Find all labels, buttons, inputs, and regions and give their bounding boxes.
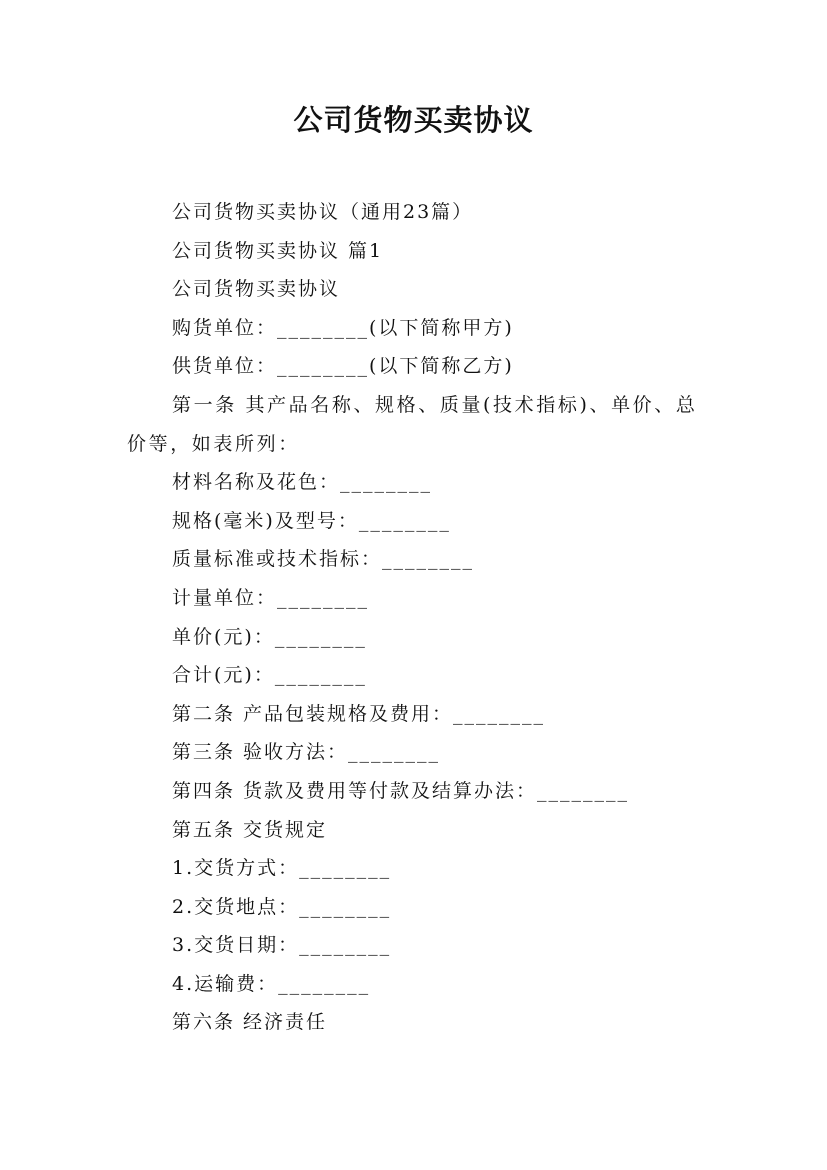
document-title: 公司货物买卖协议: [293, 103, 534, 137]
paragraph-article-4: 第四条 货款及费用等付款及结算办法：________: [172, 779, 630, 802]
paragraph-delivery-method: 1.交货方式：________: [172, 857, 392, 880]
paragraph-buyer: 购货单位：________(以下简称甲方): [172, 316, 514, 339]
paragraph-agreement-name: 公司货物买卖协议: [172, 278, 341, 301]
paragraph-supplier: 供货单位：________(以下简称乙方): [172, 355, 514, 378]
paragraph-article-3: 第三条 验收方法：________: [172, 741, 441, 764]
paragraph-section-heading: 公司货物买卖协议 篇1: [172, 239, 384, 262]
paragraph-delivery-date: 3.交货日期：________: [172, 934, 392, 957]
paragraph-material-name: 材料名称及花色：________: [172, 471, 433, 494]
paragraph-subtitle: 公司货物买卖协议（通用23篇）: [172, 201, 474, 223]
paragraph-freight: 4.运输费：________: [172, 972, 371, 995]
paragraph-total: 合计(元)：________: [172, 664, 367, 687]
paragraph-article-2: 第二条 产品包装规格及费用：________: [172, 702, 546, 725]
paragraph-unit: 计量单位：________: [172, 586, 370, 609]
paragraph-quality-standard: 质量标准或技术指标：________: [172, 548, 475, 571]
document-body: [127, 193, 707, 1042]
paragraph-article-6: 第六条 经济责任: [172, 1011, 328, 1034]
paragraph-article-1: 第一条 其产品名称、规格、质量(技术指标)、单价、总价等，如表所列：: [127, 393, 698, 455]
paragraph-delivery-place: 2.交货地点：________: [172, 895, 392, 918]
paragraph-unit-price: 单价(元)：________: [172, 625, 367, 648]
paragraph-article-5: 第五条 交货规定: [172, 818, 328, 841]
paragraph-spec-model: 规格(毫米)及型号：________: [172, 509, 451, 532]
